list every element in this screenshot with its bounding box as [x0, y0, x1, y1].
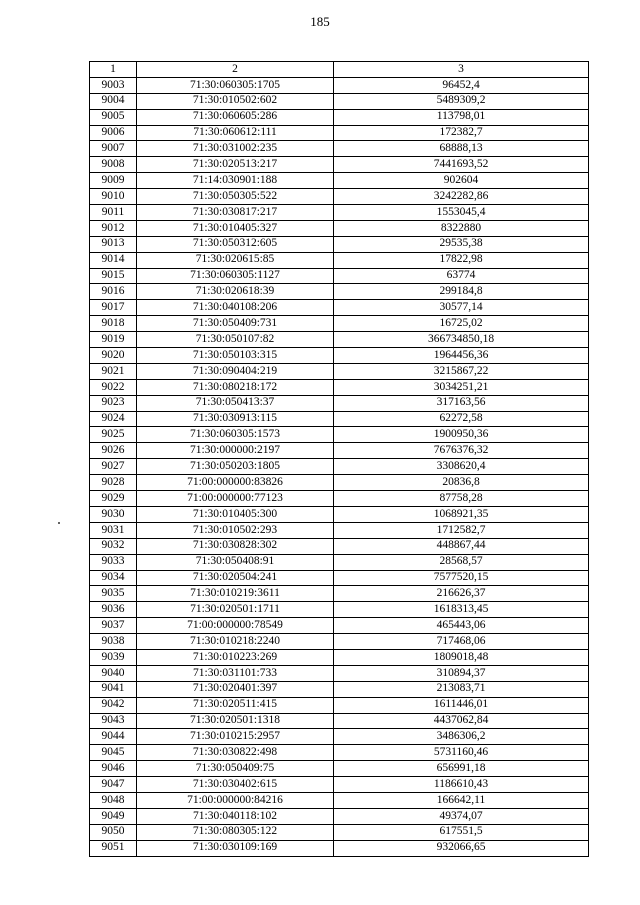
row-number-cell: 9008 [90, 157, 137, 173]
value-cell: 465443,06 [334, 618, 589, 634]
cadastral-number-cell: 71:30:010215:2957 [137, 729, 334, 745]
value-cell: 1900950,36 [334, 427, 589, 443]
value-cell: 1186610,43 [334, 777, 589, 793]
row-number-cell: 9049 [90, 808, 137, 824]
table-row [90, 824, 589, 840]
cadastral-number-cell: 71:30:010218:2240 [137, 634, 334, 650]
row-number-cell: 9004 [90, 93, 137, 109]
cadastral-number-cell: 71:30:050312:605 [137, 236, 334, 252]
cadastral-number-cell: 71:30:010219:3611 [137, 586, 334, 602]
cadastral-number-cell: 71:30:090404:219 [137, 363, 334, 379]
value-cell: 68888,13 [334, 141, 589, 157]
cadastral-number-cell: 71:30:031002:235 [137, 141, 334, 157]
row-number-cell: 9006 [90, 125, 137, 141]
value-cell: 902604 [334, 173, 589, 189]
scan-speck [58, 522, 60, 524]
value-cell: 96452,4 [334, 77, 589, 93]
cadastral-number-cell: 71:30:020501:1711 [137, 602, 334, 618]
table-row [90, 459, 589, 475]
table-row [90, 189, 589, 205]
value-cell: 717468,06 [334, 634, 589, 650]
table-row [90, 697, 589, 713]
table-row [90, 761, 589, 777]
row-number-cell: 9038 [90, 634, 137, 650]
row-number-cell: 9045 [90, 745, 137, 761]
table-row [90, 252, 589, 268]
cadastral-number-cell: 71:00:000000:84216 [137, 792, 334, 808]
table-row [90, 284, 589, 300]
value-cell: 87758,28 [334, 491, 589, 507]
table-row [90, 77, 589, 93]
cadastral-number-cell: 71:30:010223:269 [137, 649, 334, 665]
value-cell: 1964456,36 [334, 348, 589, 364]
table-row [90, 220, 589, 236]
cadastral-number-cell: 71:30:020501:1318 [137, 713, 334, 729]
value-cell: 7441693,52 [334, 157, 589, 173]
table-row [90, 363, 589, 379]
value-cell: 4437062,84 [334, 713, 589, 729]
value-cell: 28568,57 [334, 554, 589, 570]
value-cell: 49374,07 [334, 808, 589, 824]
row-number-cell: 9022 [90, 379, 137, 395]
table-row [90, 570, 589, 586]
cadastral-number-cell: 71:30:060605:286 [137, 109, 334, 125]
value-cell: 213083,71 [334, 681, 589, 697]
value-cell: 17822,98 [334, 252, 589, 268]
cadastral-number-cell: 71:30:030402:615 [137, 777, 334, 793]
row-number-cell: 9043 [90, 713, 137, 729]
row-number-cell: 9014 [90, 252, 137, 268]
table-row [90, 411, 589, 427]
table-row [90, 157, 589, 173]
cadastral-number-cell: 71:30:050305:522 [137, 189, 334, 205]
row-number-cell: 9021 [90, 363, 137, 379]
table-row [90, 379, 589, 395]
row-number-cell: 9005 [90, 109, 137, 125]
value-cell: 113798,01 [334, 109, 589, 125]
cadastral-number-cell: 71:30:010405:327 [137, 220, 334, 236]
cadastral-number-cell: 71:14:030901:188 [137, 173, 334, 189]
cadastral-number-cell: 71:30:050408:91 [137, 554, 334, 570]
table-row [90, 395, 589, 411]
table-row [90, 332, 589, 348]
table-row [90, 522, 589, 538]
value-cell: 3034251,21 [334, 379, 589, 395]
cadastral-number-cell: 71:30:050107:82 [137, 332, 334, 348]
value-cell: 63774 [334, 268, 589, 284]
table-row [90, 475, 589, 491]
cadastral-number-cell: 71:30:010405:300 [137, 506, 334, 522]
table-row [90, 205, 589, 221]
row-number-cell: 9019 [90, 332, 137, 348]
row-number-cell: 9036 [90, 602, 137, 618]
cadastral-number-cell: 71:30:080218:172 [137, 379, 334, 395]
row-number-cell: 9048 [90, 792, 137, 808]
value-cell: 932066,65 [334, 840, 589, 856]
value-cell: 317163,56 [334, 395, 589, 411]
table-row [90, 236, 589, 252]
value-cell: 7577520,15 [334, 570, 589, 586]
cadastral-number-cell: 71:00:000000:78549 [137, 618, 334, 634]
cadastral-number-cell: 71:30:020513:217 [137, 157, 334, 173]
table-row [90, 792, 589, 808]
row-number-cell: 9037 [90, 618, 137, 634]
row-number-cell: 9020 [90, 348, 137, 364]
value-cell: 3486306,2 [334, 729, 589, 745]
cadastral-number-cell: 71:30:030817:217 [137, 205, 334, 221]
cadastral-number-cell: 71:30:050203:1805 [137, 459, 334, 475]
value-cell: 299184,8 [334, 284, 589, 300]
table-row [90, 649, 589, 665]
cadastral-number-cell: 71:30:060305:1127 [137, 268, 334, 284]
table-row [90, 300, 589, 316]
value-cell: 3215867,22 [334, 363, 589, 379]
table-row [90, 109, 589, 125]
cadastral-number-cell: 71:30:060305:1705 [137, 77, 334, 93]
value-cell: 656991,18 [334, 761, 589, 777]
column-header-2: 2 [137, 62, 334, 78]
column-header-3: 3 [334, 62, 589, 78]
row-number-cell: 9009 [90, 173, 137, 189]
table-row [90, 491, 589, 507]
row-number-cell: 9050 [90, 824, 137, 840]
table-row [90, 618, 589, 634]
table-row [90, 93, 589, 109]
value-cell: 366734850,18 [334, 332, 589, 348]
value-cell: 20836,8 [334, 475, 589, 491]
cadastral-number-cell: 71:30:031101:733 [137, 665, 334, 681]
value-cell: 1068921,35 [334, 506, 589, 522]
cadastral-number-cell: 71:30:040108:206 [137, 300, 334, 316]
value-cell: 3242282,86 [334, 189, 589, 205]
cadastral-number-cell: 71:30:020511:415 [137, 697, 334, 713]
value-cell: 8322880 [334, 220, 589, 236]
table-row [90, 348, 589, 364]
value-cell: 1712582,7 [334, 522, 589, 538]
row-number-cell: 9011 [90, 205, 137, 221]
row-number-cell: 9003 [90, 77, 137, 93]
value-cell: 448867,44 [334, 538, 589, 554]
row-number-cell: 9051 [90, 840, 137, 856]
row-number-cell: 9018 [90, 316, 137, 332]
row-number-cell: 9016 [90, 284, 137, 300]
row-number-cell: 9046 [90, 761, 137, 777]
value-cell: 1618313,45 [334, 602, 589, 618]
row-number-cell: 9039 [90, 649, 137, 665]
cadastral-number-cell: 71:30:060612:111 [137, 125, 334, 141]
row-number-cell: 9031 [90, 522, 137, 538]
row-number-cell: 9027 [90, 459, 137, 475]
value-cell: 5731160,46 [334, 745, 589, 761]
value-cell: 62272,58 [334, 411, 589, 427]
row-number-cell: 9026 [90, 443, 137, 459]
cadastral-number-cell: 71:30:040118:102 [137, 808, 334, 824]
table-row [90, 713, 589, 729]
table-row [90, 808, 589, 824]
table-row [90, 681, 589, 697]
value-cell: 166642,11 [334, 792, 589, 808]
table-row [90, 443, 589, 459]
table-row [90, 141, 589, 157]
value-cell: 1611446,01 [334, 697, 589, 713]
cadastral-number-cell: 71:30:050413:37 [137, 395, 334, 411]
row-number-cell: 9029 [90, 491, 137, 507]
cadastral-number-cell: 71:30:050409:731 [137, 316, 334, 332]
row-number-cell: 9010 [90, 189, 137, 205]
value-cell: 1809018,48 [334, 649, 589, 665]
column-header-1: 1 [90, 62, 137, 78]
cadastral-number-cell: 71:30:010502:602 [137, 93, 334, 109]
value-cell: 172382,7 [334, 125, 589, 141]
value-cell: 3308620,4 [334, 459, 589, 475]
value-cell: 29535,38 [334, 236, 589, 252]
table-row [90, 586, 589, 602]
row-number-cell: 9023 [90, 395, 137, 411]
cadastral-number-cell: 71:30:080305:122 [137, 824, 334, 840]
cadastral-number-cell: 71:30:020618:39 [137, 284, 334, 300]
table-row [90, 745, 589, 761]
value-cell: 16725,02 [334, 316, 589, 332]
table-row [90, 316, 589, 332]
row-number-cell: 9032 [90, 538, 137, 554]
row-number-cell: 9028 [90, 475, 137, 491]
row-number-cell: 9015 [90, 268, 137, 284]
data-table [89, 61, 589, 857]
row-number-cell: 9035 [90, 586, 137, 602]
row-number-cell: 9040 [90, 665, 137, 681]
table-row [90, 173, 589, 189]
cadastral-number-cell: 71:00:000000:83826 [137, 475, 334, 491]
cadastral-number-cell: 71:30:060305:1573 [137, 427, 334, 443]
table-row [90, 268, 589, 284]
row-number-cell: 9017 [90, 300, 137, 316]
table-row [90, 554, 589, 570]
table-row [90, 427, 589, 443]
cadastral-number-cell: 71:30:020504:241 [137, 570, 334, 586]
row-number-cell: 9047 [90, 777, 137, 793]
row-number-cell: 9007 [90, 141, 137, 157]
table-row [90, 602, 589, 618]
table-row [90, 777, 589, 793]
row-number-cell: 9012 [90, 220, 137, 236]
header-row [90, 62, 589, 78]
value-cell: 617551,5 [334, 824, 589, 840]
cadastral-number-cell: 71:30:020401:397 [137, 681, 334, 697]
row-number-cell: 9042 [90, 697, 137, 713]
table-row [90, 506, 589, 522]
row-number-cell: 9025 [90, 427, 137, 443]
row-number-cell: 9034 [90, 570, 137, 586]
cadastral-number-cell: 71:30:030109:169 [137, 840, 334, 856]
table-row [90, 125, 589, 141]
table-row [90, 634, 589, 650]
table-row [90, 729, 589, 745]
cadastral-number-cell: 71:30:020615:85 [137, 252, 334, 268]
table-row [90, 665, 589, 681]
cadastral-number-cell: 71:30:030828:302 [137, 538, 334, 554]
cadastral-number-cell: 71:30:010502:293 [137, 522, 334, 538]
cadastral-number-cell: 71:30:000000:2197 [137, 443, 334, 459]
cadastral-number-cell: 71:30:030822:498 [137, 745, 334, 761]
table-row [90, 840, 589, 856]
row-number-cell: 9030 [90, 506, 137, 522]
row-number-cell: 9044 [90, 729, 137, 745]
row-number-cell: 9013 [90, 236, 137, 252]
value-cell: 7676376,32 [334, 443, 589, 459]
row-number-cell: 9024 [90, 411, 137, 427]
value-cell: 216626,37 [334, 586, 589, 602]
value-cell: 310894,37 [334, 665, 589, 681]
value-cell: 1553045,4 [334, 205, 589, 221]
page-number: 185 [310, 14, 330, 29]
value-cell: 5489309,2 [334, 93, 589, 109]
row-number-cell: 9033 [90, 554, 137, 570]
value-cell: 30577,14 [334, 300, 589, 316]
cadastral-number-cell: 71:30:050409:75 [137, 761, 334, 777]
cadastral-number-cell: 71:00:000000:77123 [137, 491, 334, 507]
cadastral-number-cell: 71:30:030913:115 [137, 411, 334, 427]
table-row [90, 538, 589, 554]
cadastral-number-cell: 71:30:050103:315 [137, 348, 334, 364]
table-body [90, 77, 589, 856]
row-number-cell: 9041 [90, 681, 137, 697]
